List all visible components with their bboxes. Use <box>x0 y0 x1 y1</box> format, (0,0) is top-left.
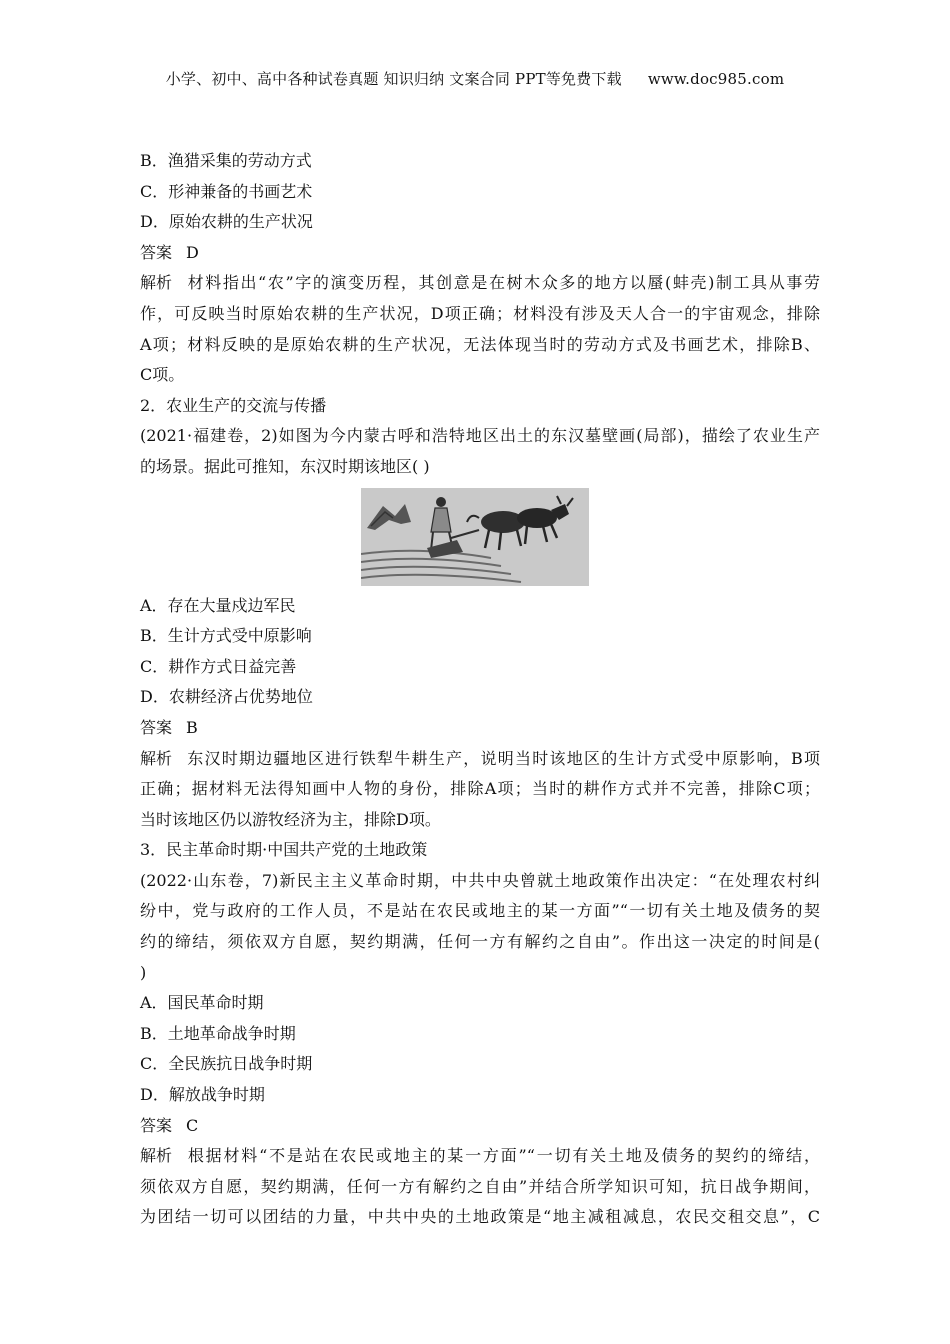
q3-stem-line-3: 约的缔结，须依双方自愿，契约期满，任何一方有解约之自由”。作出这一决定的时间是( <box>140 932 820 952</box>
q3-answer-label: 答案 <box>140 1115 173 1135</box>
q3-answer-value: C <box>186 1115 199 1135</box>
q3-option-a: A．国民革命时期 <box>140 993 264 1013</box>
q2-option-b: B．生计方式受中原影响 <box>140 626 312 646</box>
page-header <box>0 68 950 89</box>
q1-analysis-line-3: A项；材料反映的是原始农耕的生产状况，无法体现当时的劳动方式及书画艺术，排除B、 <box>140 334 820 354</box>
q2-option-a: A．存在大量戍边军民 <box>140 595 296 615</box>
q2-analysis-label: 解析 <box>140 748 173 768</box>
q2-figure-container <box>140 483 820 591</box>
q3-analysis-label: 解析 <box>140 1146 173 1166</box>
q2-analysis-line-1: 解析 东汉时期边疆地区进行铁犁牛耕生产，说明当时该地区的生计方式受中原影响，B项 <box>140 744 820 775</box>
q2-heading: 2．农业生产的交流与传播 <box>140 395 327 415</box>
q1-answer-label: 答案 <box>140 242 173 262</box>
q2-answer-value: B <box>186 717 198 737</box>
q3-option-d: D．解放战争时期 <box>140 1085 265 1105</box>
q3-option-b: B．土地革命战争时期 <box>140 1023 296 1043</box>
q1-answer-value: D <box>186 242 199 262</box>
q1-option-c: C．形神兼备的书画艺术 <box>140 181 313 201</box>
q2-stem-line-1: (2021·福建卷，2)如图为今内蒙古呼和浩特地区出土的东汉墓壁画(局部)，描绘了农业生产 <box>140 426 820 446</box>
q2-answer <box>140 713 820 744</box>
header-url[interactable]: www.doc985.com <box>647 70 785 88</box>
q1-analysis-line-4: C项。 <box>140 365 185 385</box>
q3-analysis-line-3: 为团结一切可以团结的力量，中共中央的土地政策是“地主减租减息，农民交租交息”，C <box>140 1207 820 1227</box>
q1-analysis-line-1: 解析 材料指出“农”字的演变历程，其创意是在树木众多的地方以蜃(蚌壳)制工具从事劳 <box>140 268 820 299</box>
q1-option-b: B．渔猎采集的劳动方式 <box>140 151 312 170</box>
q1-analysis-line-2: 作，可反映当时原始农耕的生产状况，D项正确；材料没有涉及天人合一的宇宙观念，排除 <box>140 303 820 323</box>
q1-option-d: D．原始农耕的生产状况 <box>140 212 313 232</box>
q3-analysis-line-2: 须依双方自愿，契约期满，任何一方有解约之自由”并结合所学知识可知，抗日战争期间， <box>140 1176 820 1196</box>
q2-answer-label: 答案 <box>140 717 173 737</box>
q2-stem-line-2: 的场景。据此可推知，东汉时期该地区( ) <box>140 456 430 476</box>
q3-stem-line-2: 纷中，党与政府的工作人员，不是站在农民或地主的某一方面”“一切有关土地及债务的契 <box>140 901 820 921</box>
q2-analysis-line-2: 正确；据材料无法得知画中人物的身份，排除A项；当时的耕作方式并不完善，排除C项； <box>140 779 820 799</box>
q3-answer <box>140 1111 820 1142</box>
q3-heading: 3．民主革命时期·中国共产党的土地政策 <box>140 840 428 860</box>
q1-answer <box>140 238 820 269</box>
header-title: 小学、初中、高中各种试卷真题 知识归纳 文案合同 PPT等免费下载 <box>165 70 622 88</box>
q3-stem-line-1: (2022·山东卷，7)新民主主义革命时期，中共中央曾就土地政策作出决定：“在处理农村纠 <box>140 870 820 890</box>
q1-analysis-label: 解析 <box>140 273 173 293</box>
q3-option-c: C．全民族抗日战争时期 <box>140 1054 313 1074</box>
q3-analysis-line-1: 解析 根据材料“不是站在农民或地主的某一方面”“一切有关土地及债务的契约的缔结， <box>140 1141 820 1172</box>
q2-option-d: D．农耕经济占优势地位 <box>140 687 313 707</box>
document-body <box>140 146 820 1233</box>
q2-option-c: C．耕作方式日益完善 <box>140 656 297 676</box>
q3-stem-line-4: ) <box>140 962 147 982</box>
mural-image <box>361 488 589 586</box>
q2-analysis-line-3: 当时该地区仍以游牧经济为主，排除D项。 <box>140 809 441 829</box>
